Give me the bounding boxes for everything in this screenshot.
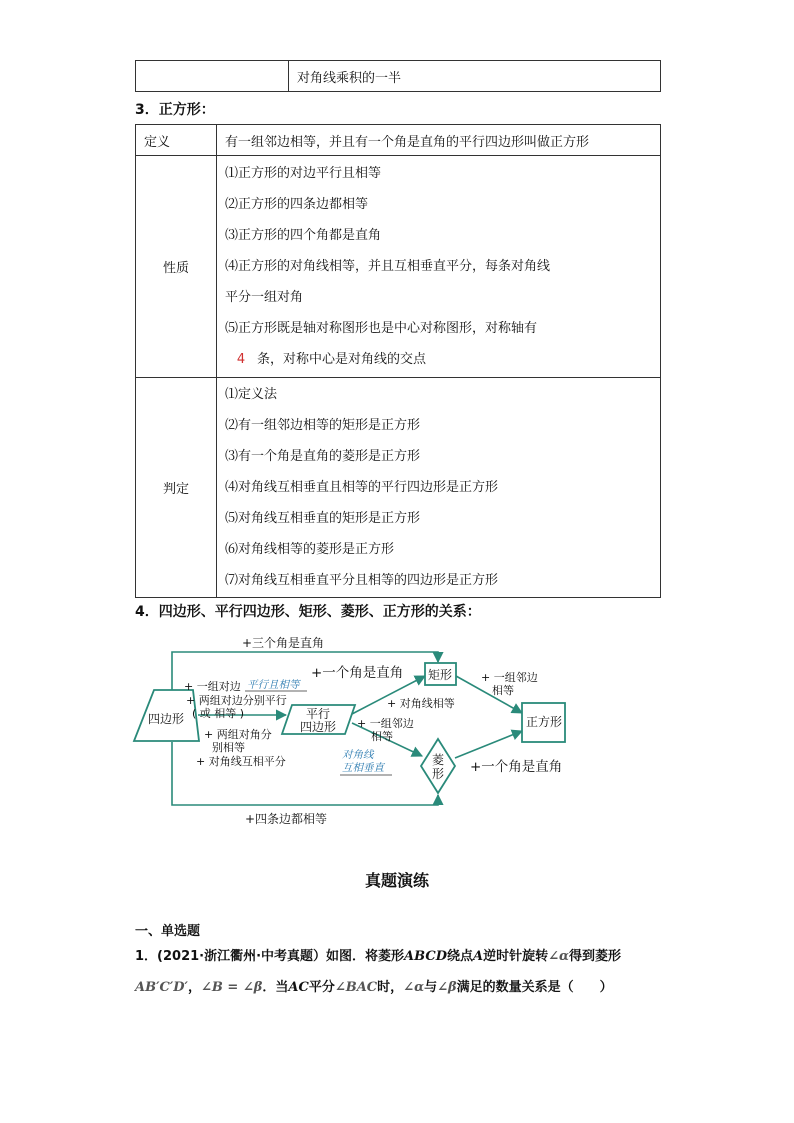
pg-to-rect-angle: +一个角是直角 bbox=[311, 665, 404, 681]
axis-count: 4 bbox=[236, 352, 246, 367]
q1-abcd-prime: AB′C′D′ bbox=[135, 980, 188, 995]
q1-bac: ∠BAC bbox=[334, 980, 378, 995]
rect-to-square-1: + 一组邻边 bbox=[481, 671, 538, 684]
cond-diagonals-bisect: + 对角线互相平分 bbox=[196, 755, 286, 768]
top-table bbox=[135, 60, 661, 92]
parallelogram-label-1: 平行 bbox=[305, 707, 331, 721]
q1-alpha: ∠α bbox=[548, 949, 570, 964]
definition-label: 定义 bbox=[136, 125, 217, 156]
single-choice-heading: 一、单选题 bbox=[135, 924, 201, 939]
q1-mid1: 绕点 bbox=[446, 949, 473, 964]
q1-when: ．当 bbox=[262, 980, 289, 995]
relationship-diagram bbox=[0, 625, 794, 830]
rhombus-label-1: 菱 bbox=[431, 753, 445, 767]
criterion-5: ⑸对角线互相垂直的矩形是正方形 bbox=[225, 511, 421, 526]
q1-beta-eq: ∠B = ∠β bbox=[201, 980, 263, 995]
section4-heading: 4．四边形、平行四边形、矩形、菱形、正方形的关系： bbox=[135, 604, 481, 620]
practice-title: 真题演练 bbox=[364, 871, 429, 890]
cond-two-angles-1: + 两组对角分 bbox=[204, 728, 272, 741]
parallelogram-label-2: 四边形 bbox=[299, 720, 337, 734]
property-1: ⑴正方形的对边平行且相等 bbox=[225, 166, 382, 181]
pg-to-rhombus-blank-2: 互相垂直 bbox=[342, 762, 384, 774]
criterion-6: ⑹对角线相等的菱形是正方形 bbox=[225, 542, 395, 557]
top-table-right-cell: 对角线乘积的一半 bbox=[289, 61, 661, 92]
criterion-4: ⑷对角线互相垂直且相等的平行四边形是正方形 bbox=[225, 480, 499, 495]
property-4: ⑷正方形的对角线相等，并且互相垂直平分，每条对角线 bbox=[225, 259, 551, 274]
question-1-line-1 bbox=[135, 945, 621, 964]
criterion-3: ⑶有一个角是直角的菱形是正方形 bbox=[225, 449, 421, 464]
q1-end1: 得到菱形 bbox=[569, 949, 622, 964]
criterion-7: ⑺对角线互相垂直平分且相等的四边形是正方形 bbox=[225, 573, 499, 588]
pg-to-rhombus-2: 相等 bbox=[371, 730, 393, 743]
top-table-left-cell bbox=[136, 61, 289, 92]
question-1-line-2 bbox=[135, 976, 613, 995]
property-2: ⑵正方形的四条边都相等 bbox=[225, 197, 369, 212]
section3-heading: 3．正方形： bbox=[135, 102, 215, 118]
cond-one-pair: + 一组对边 bbox=[184, 680, 241, 693]
cond-two-angles-2: 别相等 bbox=[212, 741, 245, 754]
criterion-2: ⑵有一组邻边相等的矩形是正方形 bbox=[225, 418, 421, 433]
criterion-1: ⑴定义法 bbox=[225, 387, 278, 402]
pg-to-rect-diag: + 对角线相等 bbox=[387, 697, 455, 710]
rhombus-label-2: 形 bbox=[431, 767, 445, 781]
property-5: ⑸正方形既是轴对称图形也是中心对称图形，对称轴有 bbox=[225, 321, 538, 336]
q1-alpha-2: ∠α bbox=[403, 980, 425, 995]
q1-point-a: A bbox=[473, 949, 484, 964]
property-3: ⑶正方形的四个角都是直角 bbox=[225, 228, 382, 243]
pg-to-rhombus-1: + 一组邻边 bbox=[357, 717, 414, 730]
cond-two-pairs-2: ( 或 相等 ) bbox=[192, 707, 245, 720]
definition-text: 有一组邻边相等，并且有一个角是直角的平行四边形叫做正方形 bbox=[217, 125, 661, 156]
property-label: 性质 bbox=[136, 156, 217, 378]
rhombus-to-square-arrow bbox=[455, 731, 522, 758]
quadrilateral-label: 四边形 bbox=[147, 712, 185, 726]
property-5-cont bbox=[225, 344, 652, 375]
bottom-condition: +四条边都相等 bbox=[245, 812, 328, 826]
property-cell bbox=[217, 156, 661, 378]
rhombus-to-square: +一个角是直角 bbox=[470, 759, 563, 775]
criteria-label: 判定 bbox=[136, 378, 217, 598]
square-label: 正方形 bbox=[525, 715, 563, 729]
cond-two-pairs-1: + 两组对边分别平行 bbox=[186, 694, 287, 707]
q1-time: 时， bbox=[377, 980, 404, 995]
q1-prefix: 1．(2021·浙江衢州·中考真题）如图．将菱形 bbox=[135, 949, 405, 964]
q1-mid2: 逆时针旋转 bbox=[483, 949, 549, 964]
property-5-end: 条，对称中心是对角线的交点 bbox=[257, 352, 427, 367]
q1-and: 与 bbox=[424, 980, 438, 995]
top-condition: +三个角是直角 bbox=[242, 636, 325, 650]
cond-one-pair-blank: 平行且相等 bbox=[247, 679, 300, 691]
q1-bisect: 平分 bbox=[308, 980, 335, 995]
pg-to-rhombus-blank-1: 对角线 bbox=[342, 749, 374, 761]
q1-beta: ∠β bbox=[437, 980, 457, 995]
q1-comma: ， bbox=[187, 980, 201, 995]
criteria-cell bbox=[217, 378, 661, 598]
rect-to-square-2: 相等 bbox=[492, 684, 514, 697]
q1-ac: AC bbox=[288, 980, 309, 995]
square-table bbox=[135, 124, 661, 598]
q1-abcd: ABCD bbox=[404, 949, 447, 964]
q1-end2: 满足的数量关系是（ ） bbox=[456, 980, 613, 995]
property-4-cont: 平分一组对角 bbox=[225, 290, 304, 305]
rectangle-label: 矩形 bbox=[427, 668, 453, 682]
